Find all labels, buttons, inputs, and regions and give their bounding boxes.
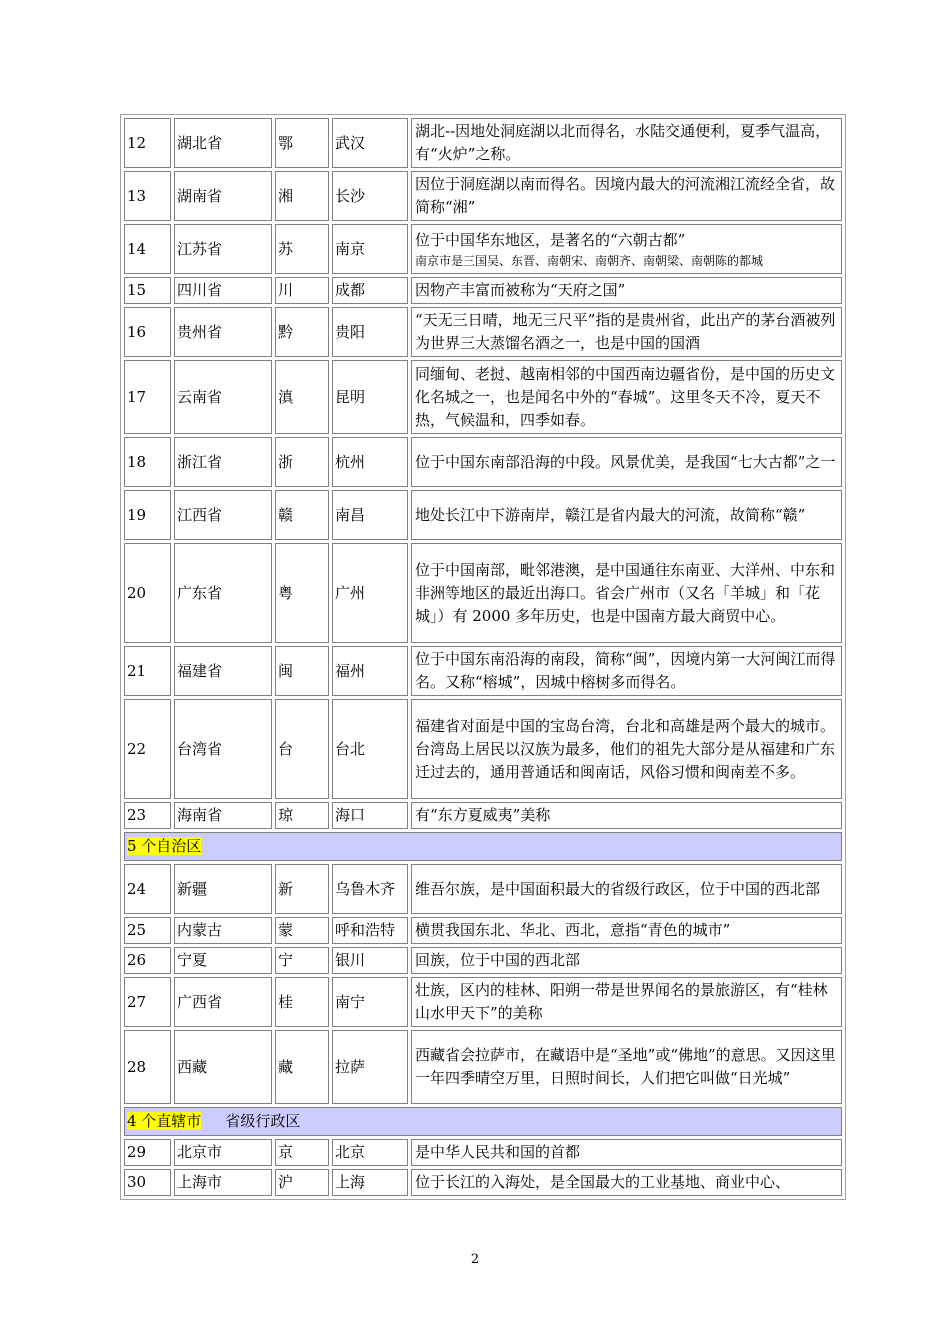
- province-capital: 台北: [332, 699, 408, 799]
- province-description: 位于长江的入海处，是全国最大的工业基地、商业中心、: [411, 1169, 842, 1196]
- table-row: [124, 171, 842, 221]
- description-main: 位于中国华东地区，是著名的“六朝古都”: [415, 230, 686, 249]
- row-number: 21: [124, 646, 171, 696]
- province-name: 宁夏: [174, 947, 272, 974]
- row-number: 17: [124, 360, 171, 434]
- row-number: 26: [124, 947, 171, 974]
- province-name: 广西省: [174, 977, 272, 1027]
- province-abbr: 藏: [275, 1030, 329, 1104]
- row-number: 13: [124, 171, 171, 221]
- province-description: 回族，位于中国的西北部: [411, 947, 842, 974]
- province-abbr: 苏: [275, 224, 329, 274]
- table-row: [124, 699, 842, 799]
- province-capital: 长沙: [332, 171, 408, 221]
- section-suffix: 省级行政区: [225, 1112, 301, 1130]
- province-description: “天无三日晴，地无三尺平”指的是贵州省，此出产的茅台酒被列为世界三大蒸馏名酒之一，也是中国的国酒: [411, 307, 842, 357]
- province-capital: 海口: [332, 802, 408, 829]
- province-description: 西藏省会拉萨市，在藏语中是“圣地”或“佛地”的意思。又因这里一年四季晴空万里，日照时间长，人们把它叫做“日光城”: [411, 1030, 842, 1104]
- table-row: [124, 437, 842, 487]
- province-name: 江苏省: [174, 224, 272, 274]
- row-number: 29: [124, 1139, 171, 1166]
- province-description: 维吾尔族，是中国面积最大的省级行政区，位于中国的西北部: [411, 864, 842, 914]
- province-abbr: 鄂: [275, 118, 329, 168]
- province-capital: 南宁: [332, 977, 408, 1027]
- table-row: [124, 917, 842, 944]
- section-header-municipal: [124, 1107, 842, 1136]
- province-capital: 南昌: [332, 490, 408, 540]
- province-abbr: 蒙: [275, 917, 329, 944]
- description-note: 南京市是三国吴、东晋、南朝宋、南朝齐、南朝梁、南朝陈的都城: [415, 253, 764, 268]
- table-row: [124, 224, 842, 274]
- province-name: 贵州省: [174, 307, 272, 357]
- province-name: 浙江省: [174, 437, 272, 487]
- table-row: [124, 118, 842, 168]
- province-capital: 武汉: [332, 118, 408, 168]
- row-number: 24: [124, 864, 171, 914]
- province-capital: 广州: [332, 543, 408, 643]
- province-capital: 上海: [332, 1169, 408, 1196]
- section-cell: [124, 1107, 842, 1136]
- province-description: 地处长江中下游南岸，赣江是省内最大的河流，故简称“赣”: [411, 490, 842, 540]
- row-number: 22: [124, 699, 171, 799]
- province-abbr: 琼: [275, 802, 329, 829]
- province-abbr: 京: [275, 1139, 329, 1166]
- row-number: 30: [124, 1169, 171, 1196]
- table-row: [124, 490, 842, 540]
- page-number: 2: [470, 1252, 480, 1267]
- row-number: 12: [124, 118, 171, 168]
- province-description: 位于中国东南沿海的南段，简称“闽”，因境内第一大河闽江而得名。又称“榕城”，因城中榕树多而得名。: [411, 646, 842, 696]
- province-description: 同缅甸、老挝、越南相邻的中国西南边疆省份，是中国的历史文化名城之一，也是闻名中外的“春城”。这里冬天不冷，夏天不热，气候温和，四季如春。: [411, 360, 842, 434]
- province-description: 是中华人民共和国的首都: [411, 1139, 842, 1166]
- table-row: [124, 802, 842, 829]
- row-number: 25: [124, 917, 171, 944]
- province-capital: 贵阳: [332, 307, 408, 357]
- section-label: 4 个直辖市: [127, 1112, 202, 1130]
- province-name: 福建省: [174, 646, 272, 696]
- province-name: 广东省: [174, 543, 272, 643]
- province-abbr: 浙: [275, 437, 329, 487]
- province-description: 位于中国南部，毗邻港澳，是中国通往东南亚、大洋州、中东和非洲等地区的最近出海口。省会广州市（又名「羊城」和「花城」）有 2000 多年历史，也是中国南方最大商贸中心。: [411, 543, 842, 643]
- province-name: 江西省: [174, 490, 272, 540]
- province-abbr: 闽: [275, 646, 329, 696]
- province-description: 有“东方夏威夷”美称: [411, 802, 842, 829]
- province-description: 因位于洞庭湖以南而得名。因境内最大的河流湘江流经全省，故简称“湘”: [411, 171, 842, 221]
- province-abbr: 沪: [275, 1169, 329, 1196]
- province-capital: 银川: [332, 947, 408, 974]
- table-row: [124, 1030, 842, 1104]
- table-row: [124, 360, 842, 434]
- province-description: 湖北--因地处洞庭湖以北而得名，水陆交通便利，夏季气温高，有“火炉”之称。: [411, 118, 842, 168]
- row-number: 15: [124, 277, 171, 304]
- province-name: 新疆: [174, 864, 272, 914]
- section-label: 5 个自治区: [127, 837, 202, 855]
- section-cell: [124, 832, 842, 861]
- row-number: 19: [124, 490, 171, 540]
- province-name: 湖南省: [174, 171, 272, 221]
- province-capital: 成都: [332, 277, 408, 304]
- province-name: 湖北省: [174, 118, 272, 168]
- province-name: 海南省: [174, 802, 272, 829]
- province-name: 北京市: [174, 1139, 272, 1166]
- row-number: 23: [124, 802, 171, 829]
- province-abbr: 新: [275, 864, 329, 914]
- province-name: 西藏: [174, 1030, 272, 1104]
- province-capital: 北京: [332, 1139, 408, 1166]
- province-capital: 南京: [332, 224, 408, 274]
- row-number: 20: [124, 543, 171, 643]
- table-row: [124, 1139, 842, 1166]
- row-number: 16: [124, 307, 171, 357]
- province-abbr: 台: [275, 699, 329, 799]
- table-row: [124, 947, 842, 974]
- province-table: [120, 114, 846, 1200]
- table-row: [124, 543, 842, 643]
- province-capital: 福州: [332, 646, 408, 696]
- table-row: [124, 277, 842, 304]
- table-row: [124, 864, 842, 914]
- table-row: [124, 977, 842, 1027]
- province-abbr: 黔: [275, 307, 329, 357]
- section-header-autonomous: [124, 832, 842, 861]
- table-row: [124, 1169, 842, 1196]
- province-name: 台湾省: [174, 699, 272, 799]
- province-description: 福建省对面是中国的宝岛台湾，台北和高雄是两个最大的城市。台湾岛上居民以汉族为最多，他们的祖先大部分是从福建和广东迁过去的，通用普通话和闽南话，风俗习惯和闽南差不多。: [411, 699, 842, 799]
- province-name: 内蒙古: [174, 917, 272, 944]
- province-capital: 拉萨: [332, 1030, 408, 1104]
- province-abbr: 赣: [275, 490, 329, 540]
- province-name: 四川省: [174, 277, 272, 304]
- province-description: 横贯我国东北、华北、西北，意指“青色的城市”: [411, 917, 842, 944]
- province-abbr: 湘: [275, 171, 329, 221]
- province-abbr: 粤: [275, 543, 329, 643]
- row-number: 14: [124, 224, 171, 274]
- province-description: 壮族，区内的桂林、阳朔一带是世界闻名的景旅游区，有“桂林山水甲天下”的美称: [411, 977, 842, 1027]
- province-abbr: 川: [275, 277, 329, 304]
- province-capital: 乌鲁木齐: [332, 864, 408, 914]
- province-name: 上海市: [174, 1169, 272, 1196]
- province-description: 位于中国东南部沿海的中段。风景优美，是我国“七大古都”之一: [411, 437, 842, 487]
- province-description: 因物产丰富而被称为“天府之国”: [411, 277, 842, 304]
- row-number: 18: [124, 437, 171, 487]
- province-description: [411, 224, 842, 274]
- table-row: [124, 646, 842, 696]
- province-abbr: 宁: [275, 947, 329, 974]
- row-number: 27: [124, 977, 171, 1027]
- province-capital: 呼和浩特: [332, 917, 408, 944]
- province-capital: 杭州: [332, 437, 408, 487]
- table-row: [124, 307, 842, 357]
- province-capital: 昆明: [332, 360, 408, 434]
- province-abbr: 桂: [275, 977, 329, 1027]
- row-number: 28: [124, 1030, 171, 1104]
- province-abbr: 滇: [275, 360, 329, 434]
- province-name: 云南省: [174, 360, 272, 434]
